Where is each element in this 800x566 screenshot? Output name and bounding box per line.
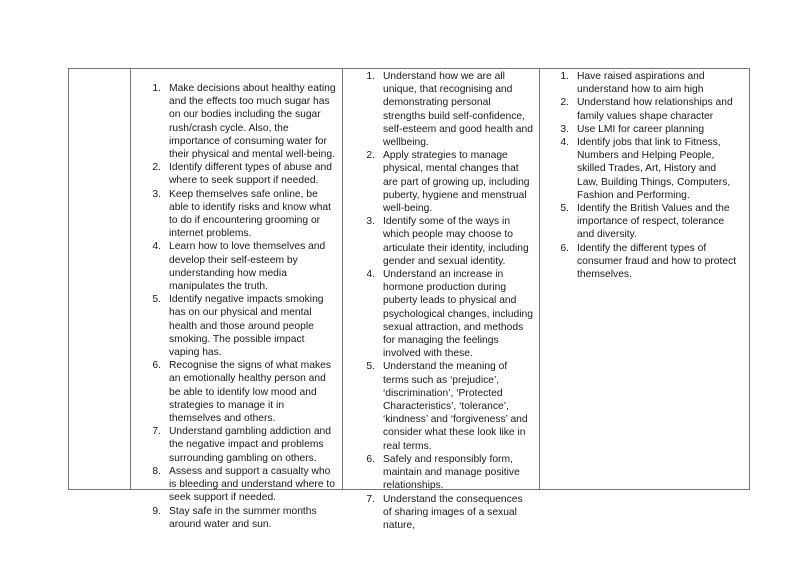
item-number: 1. xyxy=(560,71,569,82)
item-text: Safely and responsibly form, maintain and manage positive relationships. xyxy=(383,453,520,492)
item-number: 5. xyxy=(366,361,375,373)
list-item xyxy=(147,359,337,425)
item-text: Apply strategies to manage physical, mental changes that are part of growing up, including puberty, hygiene and menstrual well-being. xyxy=(383,150,530,215)
list-item xyxy=(147,240,337,293)
list-item xyxy=(361,215,533,268)
item-number: 5. xyxy=(152,294,161,306)
item-text: Identify different types of abuse and where to seek support if needed. xyxy=(169,162,332,187)
list-item xyxy=(361,360,533,452)
list-item xyxy=(555,70,740,96)
list-item xyxy=(361,268,533,360)
list-item xyxy=(147,188,337,241)
list-item xyxy=(361,70,533,149)
item-text: Keep themselves safe online, be able to identify risks and know what to do if encountering grooming or internet problems. xyxy=(169,188,331,240)
list-item xyxy=(555,96,740,122)
item-number: 4. xyxy=(366,269,375,281)
list-item xyxy=(361,453,533,493)
item-text: Identify jobs that link to Fitness, Numbers and Helping People, skilled Trades, Art, History and Law, Building Things, Computers, Fashion and Performing. xyxy=(577,137,731,201)
item-text: Identify some of the ways in which people may choose to articulate their identity, including gender and sexual identity. xyxy=(383,216,529,267)
item-text: Identify the British Values and the importance of respect, tolerance and diversity. xyxy=(577,203,730,241)
list-item xyxy=(555,242,740,282)
item-text: Use LMI for career planning xyxy=(577,123,705,135)
item-text: Identify the different types of consumer fraud and how to protect themselves. xyxy=(577,242,737,281)
item-text: Assess and support a casualty who is bleeding and understand where to seek support if needed. xyxy=(169,465,336,504)
list-item xyxy=(147,293,337,359)
item-number: 8. xyxy=(152,465,161,477)
list-item xyxy=(555,123,740,136)
item-text: Learn how to love themselves and develop their self-esteem by understanding how media manipulates the truth. xyxy=(169,241,326,293)
item-number: 5. xyxy=(560,203,569,215)
curriculum-table xyxy=(68,68,750,531)
item-text: Make decisions about healthy eating and the effects too much sugar has on our bodies including the sugar rush/crash cycle. Also, the importance of consuming water for their physical and mental well-being. xyxy=(169,83,336,161)
item-text: Identify negative impacts smoking has on our physical and mental health and those around people smoking. The possible impact vaping has. xyxy=(169,294,324,359)
list-item xyxy=(555,136,740,202)
item-number: 3. xyxy=(560,123,569,135)
item-text: Understand an increase in hormone production during puberty leads to physical and psychological changes, including sexual attraction, and methods for managing the feelings involved with these. xyxy=(383,269,533,360)
item-number: 1. xyxy=(366,71,375,82)
item-number: 9. xyxy=(152,505,161,517)
item-text: Understand how relationships and family values shape character xyxy=(577,97,733,122)
list-item xyxy=(147,425,337,465)
column-divider xyxy=(130,69,131,489)
item-text: Have raised aspirations and understand how to aim high xyxy=(577,71,705,96)
column-divider xyxy=(539,69,540,489)
column-divider xyxy=(342,69,343,489)
item-number: 6. xyxy=(366,453,375,465)
list-item xyxy=(555,202,740,242)
list-item xyxy=(147,465,337,505)
item-number: 7. xyxy=(152,426,161,438)
item-number: 2. xyxy=(152,162,161,174)
item-number: 1. xyxy=(152,83,161,94)
list-item xyxy=(147,82,337,161)
item-number: 4. xyxy=(560,137,569,149)
list-item xyxy=(147,161,337,187)
item-number: 6. xyxy=(152,360,161,372)
item-text: Understand the consequences of sharing images of a sexual nature, xyxy=(383,493,523,531)
item-number: 3. xyxy=(366,216,375,228)
item-number: 3. xyxy=(152,188,161,200)
item-text: Understand how we are all unique, that recognising and demonstrating personal strengths build self-confidence, self-esteem and good health and wellbeing. xyxy=(383,71,533,149)
item-number: 2. xyxy=(560,97,569,109)
item-number: 6. xyxy=(560,242,569,254)
item-text: Understand the meaning of terms such as ‘prejudice’, ‘discrimination’, ‘Protected Characteristics’, ‘tolerance’, ‘kindness’ and ‘forgiveness’ and consider what these look like in real terms. xyxy=(383,361,528,452)
column-relationships xyxy=(361,70,533,532)
list-item xyxy=(361,493,533,533)
item-text: Recognise the signs of what makes an emotionally healthy person and be able to identify low mood and strategies to manage it in themselves and others. xyxy=(169,360,331,425)
item-text: Understand gambling addiction and the negative impact and problems surrounding gambling on others. xyxy=(169,426,332,464)
column-living-wider-world xyxy=(555,70,740,281)
list-item xyxy=(361,149,533,215)
item-number: 7. xyxy=(366,493,375,505)
list-item xyxy=(147,505,337,531)
item-number: 2. xyxy=(366,150,375,162)
item-number: 4. xyxy=(152,241,161,253)
column-health-wellbeing xyxy=(147,82,337,531)
item-text: Stay safe in the summer months around water and sun. xyxy=(169,505,317,530)
